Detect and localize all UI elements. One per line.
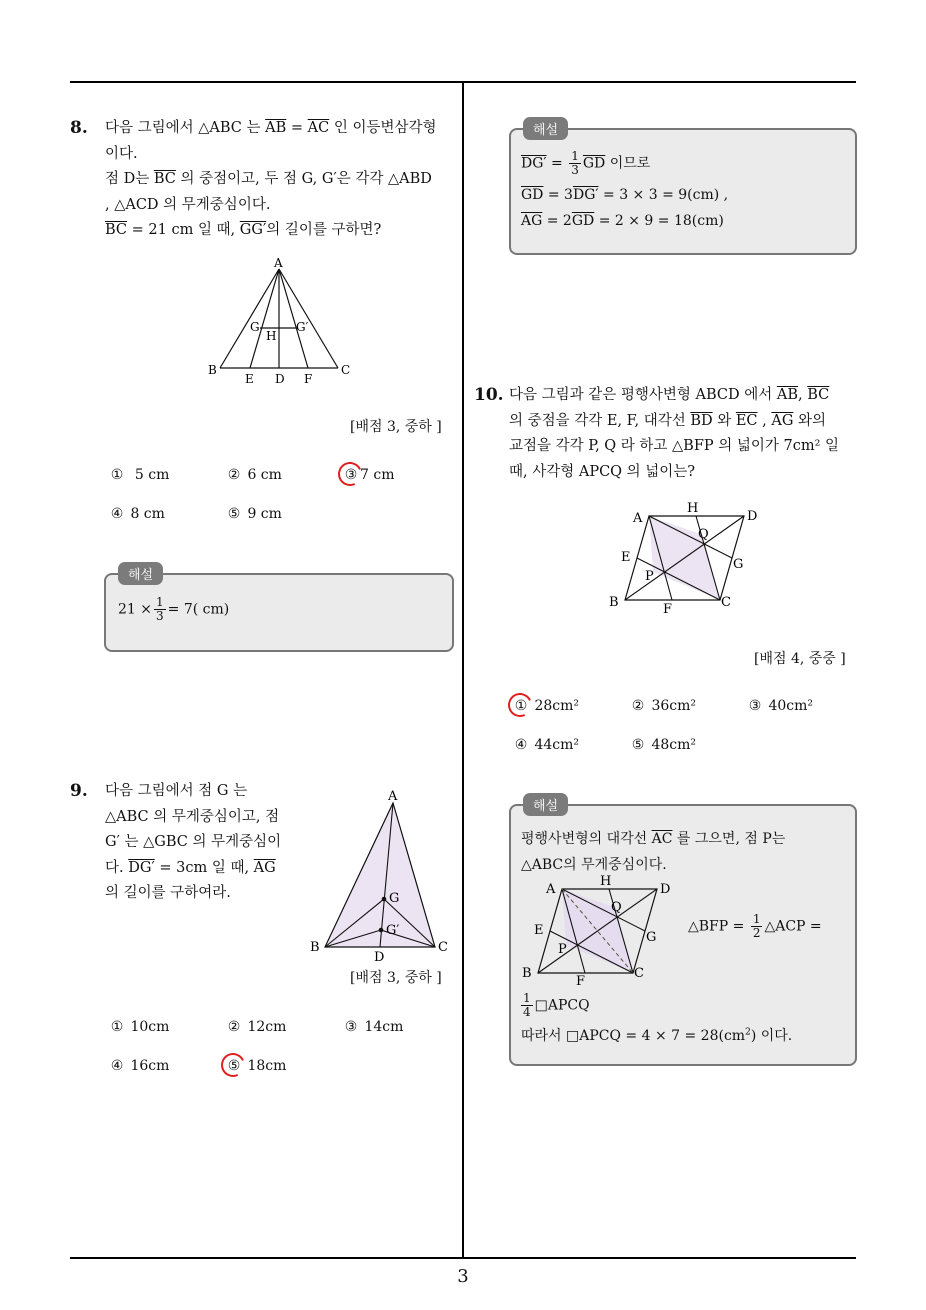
q10-label-G: G — [733, 557, 744, 572]
q10-label-D: D — [747, 509, 758, 524]
q10-label-H: H — [687, 501, 699, 516]
q9-solution-line-1: DG′ = $\frac{1}{3}$ $\overline{GD}$ 이므로 — [521, 149, 651, 177]
answer-circle — [335, 459, 366, 490]
q10-choice-5[interactable] — [629, 736, 696, 754]
q8-label-C: C — [341, 363, 351, 377]
q10-label-F: F — [663, 602, 673, 616]
q10-difficulty: [배점 4, 중중 ] — [754, 651, 846, 667]
q9-label-A: A — [388, 789, 398, 804]
q10-label-Q: Q — [698, 527, 709, 542]
page-number: 3 — [457, 1266, 469, 1287]
q10-choice-5-text: 48cm² — [651, 737, 696, 753]
q9-choice-3-text: 14cm — [364, 1019, 404, 1035]
q8-label-F: F — [304, 372, 313, 386]
q10s-label-D: D — [660, 882, 671, 897]
q8-choice-4-mark: ④ — [110, 506, 124, 522]
q9-choice-5-text: 18cm — [247, 1058, 287, 1074]
q8-label-A: A — [274, 256, 283, 270]
q8-choice-1-text: 5 cm — [134, 467, 170, 483]
q10s-label-Q: Q — [611, 900, 622, 915]
q9-choice-2[interactable] — [225, 1018, 286, 1036]
q8-solution-tab: 해설 — [118, 562, 163, 585]
q10-choice-2[interactable] — [629, 697, 696, 715]
q9-label-G2: G′ — [386, 923, 400, 938]
q10-label-A: A — [633, 511, 643, 526]
question-8-text — [105, 116, 457, 244]
q9-choice-5-mark: ⑤ — [225, 1057, 243, 1075]
q10-label-C: C — [721, 595, 731, 610]
q9-choice-4-mark: ④ — [110, 1058, 124, 1074]
q10-choice-5-mark: ⑤ — [631, 737, 645, 753]
q8-choice-4[interactable] — [108, 505, 165, 523]
q9-choice-1-text: 10cm — [130, 1019, 170, 1035]
q8-label-G: G — [250, 320, 260, 334]
answer-circle — [218, 1050, 249, 1081]
q9-choice-2-text: 12cm — [247, 1019, 287, 1035]
q9-line-4: 다. DG′ = 3cm 일 때, $\overline{AG}$ — [105, 859, 276, 876]
q9-label-C: C — [438, 940, 448, 955]
q9-choice-4-text: 16cm — [130, 1058, 170, 1074]
q10-line-4: 때, 사각형 APCQ 의 넓이는? — [509, 463, 696, 480]
q10-solution-line-1: 평행사변형의 대각선 $\overline{AC}$ 를 그으면, 점 P는 — [521, 831, 786, 847]
q9-choice-1[interactable] — [108, 1018, 169, 1036]
q9-label-B: B — [310, 940, 320, 955]
q10s-label-C: C — [634, 966, 644, 981]
q10-choice-1[interactable] — [512, 697, 579, 715]
q9-line-5: 의 길이를 구하여라. — [105, 885, 231, 901]
q8-choice-5-mark: ⑤ — [227, 506, 241, 522]
q9-sol-dg-label: DG′ — [521, 155, 547, 172]
answer-circle — [505, 690, 536, 721]
q10-choice-1-mark: ① — [512, 697, 530, 715]
q9-choice-3[interactable] — [342, 1018, 403, 1036]
q9-solution-tab: 해설 — [523, 117, 568, 140]
q9-line-1: 다음 그림에서 점 G 는 — [105, 783, 248, 799]
q8-label-E: E — [245, 372, 254, 386]
q10-choice-1-text: 28cm² — [534, 698, 579, 714]
question-9-number: 9. — [70, 781, 88, 801]
q9-solution-line-2: $\overline{GD} = 3DG' = 3 \times 3 = 9(cm)$ , — [521, 187, 729, 203]
q9-label-D: D — [374, 950, 385, 965]
q8-choice-1-mark: ① — [110, 467, 124, 483]
q8-label-D: D — [275, 372, 285, 386]
q10s-label-E: E — [534, 923, 544, 938]
q10-choice-2-text: 36cm² — [651, 698, 696, 714]
q8-choice-5-text: 9 cm — [247, 506, 282, 522]
q10-choice-3-mark: ③ — [748, 698, 762, 714]
q10-solution-last: 따라서 □APCQ = $4 \times 7 = 28(cm^2)$ 이다. — [521, 1027, 793, 1044]
question-9-text — [105, 779, 300, 907]
q10-choice-3-text: 40cm² — [768, 698, 813, 714]
q10-choice-4-mark: ④ — [514, 737, 528, 753]
q10s-label-B: B — [522, 966, 532, 981]
q8-label-B: B — [208, 363, 217, 377]
q10-choice-4-text: 44cm² — [534, 737, 579, 753]
q8-label-H: H — [266, 329, 277, 343]
q8-choice-3[interactable] — [342, 466, 394, 484]
question-10-text — [509, 383, 861, 485]
question-10-number: 10. — [474, 385, 504, 405]
q10-choice-3[interactable] — [746, 697, 813, 715]
q10-solution-tab: 해설 — [523, 793, 568, 816]
q10-choice-2-mark: ② — [631, 698, 645, 714]
q9-line-3: G′ 는 △GBC 의 무게중심이 — [105, 834, 282, 850]
q8-line-5: $\overline{BC} = 21$ cm 일 때, GG′의 길이를 구하면? — [105, 222, 382, 238]
q10-solution-frac2: $\frac{1}{4}$ □APCQ — [523, 991, 590, 1019]
q10-solution-eq: △BFP = $\frac{1}{2}$ △ACP = — [688, 912, 822, 940]
q10-label-B: B — [609, 595, 619, 610]
q10s-label-F: F — [576, 974, 586, 988]
q10-solution-line-2: △ABC의 무게중심이다. — [521, 857, 667, 873]
q9-choice-5[interactable] — [225, 1057, 286, 1075]
q8-label-G2: G′ — [296, 320, 309, 334]
q9-choice-4[interactable] — [108, 1057, 169, 1075]
q10-line-3: 교점을 각각 P, Q 라 하고 △BFP 의 넓이가 7cm² 일 — [509, 438, 840, 454]
q8-choice-3-text: 7 cm — [360, 467, 395, 483]
q8-difficulty: [배점 3, 중하 ] — [350, 419, 442, 435]
q10s-label-H: H — [600, 874, 612, 889]
q9-choice-2-mark: ② — [227, 1019, 241, 1035]
q8-line-3: 점 D는 $\overline{BC}$ 의 중점이고, 두 점 G, G′은 각각 △ABD — [105, 171, 432, 187]
q10-solution-figure — [518, 873, 678, 988]
q9-figure — [305, 785, 455, 965]
q8-choice-1[interactable] — [108, 466, 169, 484]
q9-difficulty: [배점 3, 중하 ] — [350, 970, 442, 986]
q8-choice-4-text: 8 cm — [130, 506, 165, 522]
q10s-label-G: G — [646, 930, 657, 945]
q8-choice-2[interactable] — [225, 466, 282, 484]
q8-line-1: 다음 그림에서 △ABC 는 $\overline{AB} = \overline{AC}$ 인 이등변삼각형 — [105, 120, 437, 136]
q8-choice-2-text: 6 cm — [247, 467, 282, 483]
question-8-number: 8. — [70, 118, 88, 138]
q8-figure — [200, 255, 360, 390]
q8-line-2: 이다. — [105, 145, 138, 162]
q9-choice-3-mark: ③ — [344, 1019, 358, 1035]
q8-line-4: , △ACD 의 무게중심이다. — [105, 196, 271, 213]
q8-choice-5[interactable] — [225, 505, 282, 523]
q9-solution-line-3: $\overline{AG} = 2\overline{GD} = 2 \times 9 = 18(cm)$ — [521, 213, 724, 229]
q10s-label-P: P — [558, 942, 567, 957]
q10-choice-4[interactable] — [512, 736, 579, 754]
q8-choice-3-mark: ③ — [342, 466, 360, 484]
q10-line-1: 다음 그림과 같은 평행사변형 ABCD 에서 $\overline{AB}$, $\overline{BC}$ — [509, 387, 830, 403]
q10-label-P: P — [645, 569, 654, 584]
q8-choice-2-mark: ② — [227, 467, 241, 483]
q8-solution-line: 21 × $\frac{1}{3}$ = 7( cm) — [118, 595, 230, 623]
column-divider — [462, 82, 464, 1258]
q10-line-2: 의 중점을 각각 E, F, 대각선 $\overline{BD}$ 와 $\overline{EC}$ , $\overline{AG}$ 와의 — [509, 412, 827, 429]
q10-figure — [605, 498, 765, 616]
q10s-label-A: A — [546, 882, 556, 897]
q9-choice-1-mark: ① — [110, 1019, 124, 1035]
q9-label-G: G — [389, 891, 400, 906]
q9-line-2: △ABC 의 무게중심이고, 점 — [105, 808, 280, 825]
q10-label-E: E — [621, 550, 631, 565]
